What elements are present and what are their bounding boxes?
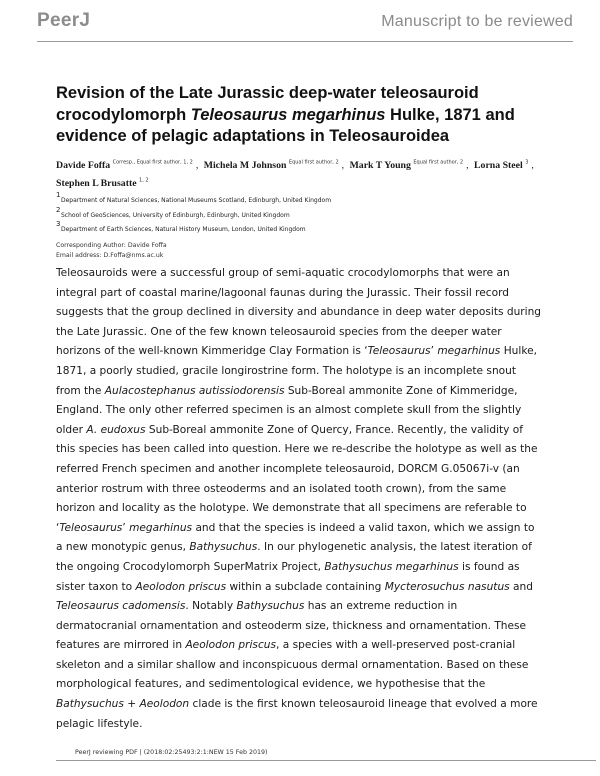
abstract-line	[56, 421, 576, 441]
abstract-line	[56, 617, 576, 637]
abstract-line	[56, 460, 576, 480]
title-part-2: Hulke, 1871 and evidence of pelagic adaptations in Teleosauroidea	[56, 105, 515, 145]
abstract-line	[56, 675, 576, 695]
author-name: Davide Foffa	[56, 160, 111, 172]
abstract-text: skeleton and a similar shallow and inconspicuous dermal ornamentation. Based on these	[56, 658, 529, 671]
abstract-italic-text: megarhinus	[129, 521, 193, 534]
abstract-text: is found as	[458, 560, 520, 573]
corresponding-email: Email address: D.Foffa@nms.ac.uk	[56, 251, 164, 259]
abstract-italic-text: Aulacostephanus autissiodorensis	[104, 384, 285, 397]
abstract-line	[56, 499, 576, 519]
abstract-line	[56, 636, 576, 656]
abstract-line	[56, 578, 576, 598]
affiliation	[56, 193, 576, 208]
abstract-text: horizons of the well-known Kimmeridge Clay Formation is ‘	[56, 345, 368, 358]
author-name: Stephen L Brusatte	[56, 177, 137, 189]
affiliation-number: 1	[56, 191, 61, 199]
abstract-text: suggests that the group declined in diversity and abundance in deep water deposits during	[56, 306, 542, 319]
author-note: 3	[525, 160, 529, 166]
abstract-text: , a species with a well-preserved post-cranial	[276, 639, 516, 652]
author-name: Michela M Johnson	[203, 160, 287, 172]
abstract-italic-text: Aeolodon priscus	[185, 639, 276, 652]
author	[56, 178, 149, 189]
abstract-text: . In our phylogenetic analysis, the latest iteration of	[257, 541, 532, 554]
abstract-text: +	[123, 698, 140, 711]
footer-citation: PeerJ reviewing PDF | (2018:02:25493:2:1:NEW 15 Feb 2019)	[75, 749, 268, 756]
peerj-logo: PeerJ	[37, 10, 91, 31]
abstract-italic-text: Bathysuchus megarhinus	[324, 560, 459, 573]
abstract-text: pelagic lifestyle.	[56, 717, 143, 730]
abstract-text: dermatocranial ornamentation and osteoderm size, thickness and ornamentation. These	[56, 619, 527, 632]
abstract-text: from the	[56, 384, 105, 397]
author	[56, 160, 193, 171]
abstract-italic-text: Teleosaurus	[59, 521, 123, 534]
abstract-text: Sub-Boreal ammonite Zone of Kimmeridge,	[284, 384, 518, 397]
affiliation	[56, 222, 576, 237]
abstract-line	[56, 323, 576, 343]
abstract-text: and	[509, 580, 533, 593]
abstract-line	[56, 519, 576, 539]
abstract-text: the ongoing Crocodylomorph SuperMatrix Project,	[56, 560, 325, 573]
abstract-line	[56, 480, 576, 500]
abstract-italic-text: Aeolodon	[139, 698, 190, 711]
header-divider	[37, 41, 573, 42]
abstract-italic-text: Teleosaurus	[367, 345, 431, 358]
abstract-line	[56, 264, 576, 284]
affiliation-text: Department of Earth Sciences, Natural History Museum, London, United Kingdom	[61, 226, 306, 233]
abstract-text: Hulke,	[500, 345, 537, 358]
abstract-italic-text: Bathysuchus	[236, 600, 305, 613]
abstract-line	[56, 303, 576, 323]
abstract-text: has an extreme reduction in	[304, 600, 458, 613]
author-separator: ,	[195, 160, 199, 172]
author-separator: ,	[341, 160, 345, 172]
affiliation-text: Department of Natural Sciences, National Museums Scotland, Edinburgh, United Kingdom	[61, 197, 332, 204]
manuscript-status: Manuscript to be reviewed	[381, 13, 573, 30]
abstract-text: features are mirrored in	[56, 639, 186, 652]
abstract-text: . Notably	[185, 600, 237, 613]
abstract-line	[56, 597, 576, 617]
abstract-text: England. The only other referred specimen is an almost complete skull from the slightly	[56, 404, 522, 417]
abstract-line	[56, 558, 576, 578]
corresponding-info	[56, 241, 167, 260]
page-header	[0, 0, 600, 46]
abstract-line	[56, 342, 576, 362]
affiliation	[56, 205, 576, 223]
title-species: Teleosaurus megarhinus	[190, 105, 386, 124]
abstract-italic-text: megarhinus	[437, 345, 501, 358]
affiliations	[56, 193, 576, 237]
author-separator: ,	[531, 160, 534, 172]
abstract-text: within a subclade containing	[226, 580, 385, 593]
author-note: Equal first author, 2	[288, 160, 339, 166]
abstract-italic-text: Bathysuchus	[56, 698, 124, 711]
abstract-text: older	[56, 423, 87, 436]
abstract-text: Sub-Boreal ammonite Zone of Quercy, France. Recently, the validity of	[145, 423, 524, 436]
abstract-text: 1871, a poorly studied, gracile longirostrine form. The holotype is an incomplete snout	[56, 364, 517, 377]
abstract-line	[56, 695, 576, 715]
paper-title	[56, 83, 556, 148]
author-name: Lorna Steel	[474, 160, 523, 172]
abstract-italic-text: Teleosaurus cadomensis	[56, 600, 186, 613]
abstract-line	[56, 440, 576, 460]
affiliation-number: 2	[56, 205, 61, 214]
affiliation-text: School of GeoSciences, University of Edinburgh, Edinburgh, United Kingdom	[61, 211, 290, 219]
author-note: Equal first author, 2	[413, 160, 464, 166]
footer-divider	[56, 760, 596, 761]
affiliation-number: 3	[56, 220, 61, 228]
abstract-line	[56, 656, 576, 676]
abstract-italic-text: Bathysuchus	[189, 541, 258, 554]
abstract-text: referred French specimen and another incomplete teleosauroid, DORCM G.05067i-v (an	[56, 462, 520, 475]
abstract-line	[56, 382, 576, 402]
abstract-text: and that the species is indeed a valid taxon, which we assign to	[192, 521, 535, 534]
abstract-text: a new monotypic genus,	[56, 541, 190, 554]
corresponding-author: Corresponding Author: Davide Foffa	[56, 242, 167, 249]
abstract-text: ‘	[56, 521, 60, 534]
author-note: 1, 2	[139, 177, 149, 184]
abstract-text: ’	[430, 345, 438, 358]
author-list	[56, 156, 576, 191]
abstract-text: the Late Jurassic. One of the few known teleosauroid species from the deeper water	[56, 325, 502, 338]
author-separator: ,	[466, 160, 469, 172]
author-name: Mark T Young	[349, 160, 411, 172]
abstract-line	[56, 284, 576, 304]
abstract-italic-text: A. eudoxus	[86, 423, 146, 436]
author	[474, 160, 528, 171]
abstract-text: this species has been called into question. Here we re-describe the holotype as well as the	[56, 443, 538, 456]
author-note: Corresp., Equal first author, 1, 2	[112, 160, 193, 166]
abstract-line	[56, 538, 576, 558]
abstract	[56, 264, 576, 734]
title-part-1: Revision of the Late Jurassic deep-water teleosauroid crocodylomorph	[56, 84, 479, 124]
abstract-italic-text: Mycterosuchus nasutus	[384, 580, 510, 593]
abstract-line	[56, 362, 576, 382]
abstract-text: ’	[122, 521, 130, 534]
abstract-italic-text: Aeolodon priscus	[135, 580, 227, 593]
abstract-line	[56, 401, 576, 421]
author	[350, 160, 464, 171]
abstract-text: horizon and locality as the holotype. We demonstrate that all specimens are referable to	[56, 502, 527, 515]
abstract-text: integral part of coastal marine/lagoonal faunas during the Jurassic. Their fossil record	[56, 286, 509, 299]
abstract-line	[56, 715, 576, 735]
abstract-text: clade is the first known teleosauroid lineage that evolved a more	[189, 698, 538, 711]
author	[204, 160, 339, 171]
abstract-text: anterior rostrum with three osteoderms and an isolated tooth crown), from the same	[56, 482, 507, 495]
abstract-text: Teleosauroids were a successful group of semi-aquatic crocodylomorphs that were an	[56, 267, 510, 279]
abstract-text: sister taxon to	[56, 580, 136, 593]
abstract-text: morphological features, and sedimentological evidence, we hypothesise that the	[56, 678, 486, 691]
